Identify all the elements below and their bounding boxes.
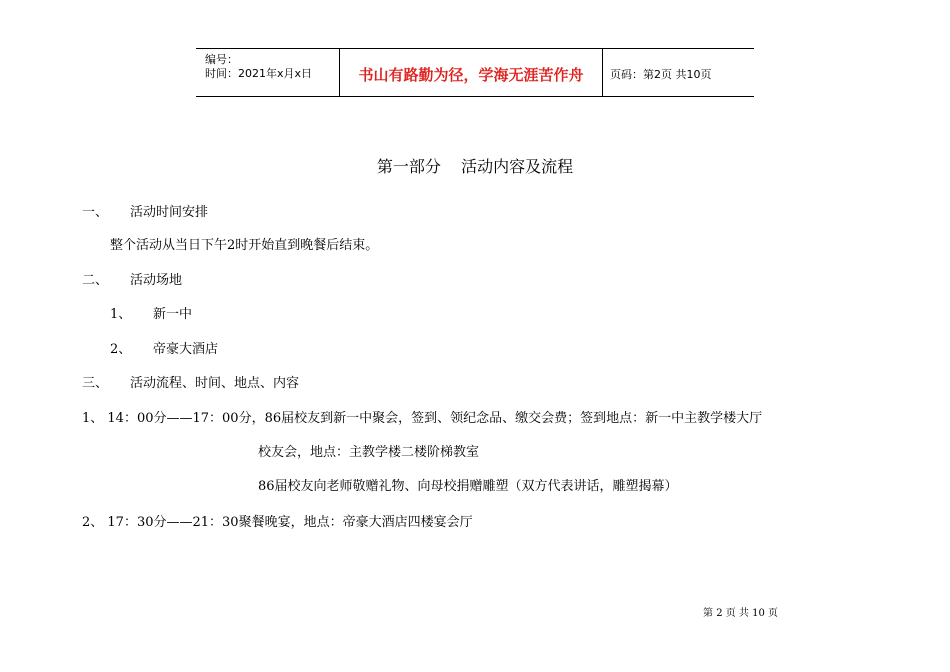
header-motto: 书山有路勤为径，学海无涯苦作舟 <box>358 66 584 84</box>
document-time-label: 时间：2021年x月x日 <box>205 67 313 80</box>
schedule-line-1: 1、 14：00分——17：00分，86届校友到新一中聚会，签到、领纪念品、缴交会费；签到地点：新一中主教学楼大厅 <box>82 411 763 426</box>
section-1-heading: 活动时间安排 <box>130 205 209 220</box>
document-header <box>196 48 754 97</box>
section-1-number: 一、 <box>82 205 109 220</box>
header-meta-cell <box>196 49 339 96</box>
schedule-line-2: 校友会，地点：主教学楼二楼阶梯教室 <box>258 445 480 460</box>
header-page-cell <box>602 49 754 96</box>
page-footer: 第 2 页 共 10 页 <box>703 608 778 619</box>
section-2-number: 二、 <box>82 273 109 288</box>
section-2-heading: 活动场地 <box>130 273 183 288</box>
page-title: 第一部分 活动内容及流程 <box>376 157 574 176</box>
venue-1-number: 1、 <box>110 307 132 322</box>
section-1-body: 整个活动从当日下午2时开始直到晚餐后结束。 <box>110 238 379 253</box>
section-3-number: 三、 <box>82 376 109 391</box>
document-number-label: 编号： <box>205 53 238 66</box>
header-page-label: 页码：第2页 共10页 <box>610 68 712 81</box>
section-3-heading: 活动流程、时间、地点、内容 <box>130 376 300 391</box>
schedule-line-4: 2、 17：30分——21：30聚餐晚宴，地点：帝豪大酒店四楼宴会厅 <box>82 515 473 530</box>
venue-2-name: 帝豪大酒店 <box>153 342 219 357</box>
venue-2-number: 2、 <box>110 342 132 357</box>
venue-1-name: 新一中 <box>153 307 193 322</box>
header-motto-cell <box>339 49 603 96</box>
schedule-line-3: 86届校友向老师敬赠礼物、向母校捐赠雕塑（双方代表讲话，雕塑揭幕） <box>258 479 678 494</box>
